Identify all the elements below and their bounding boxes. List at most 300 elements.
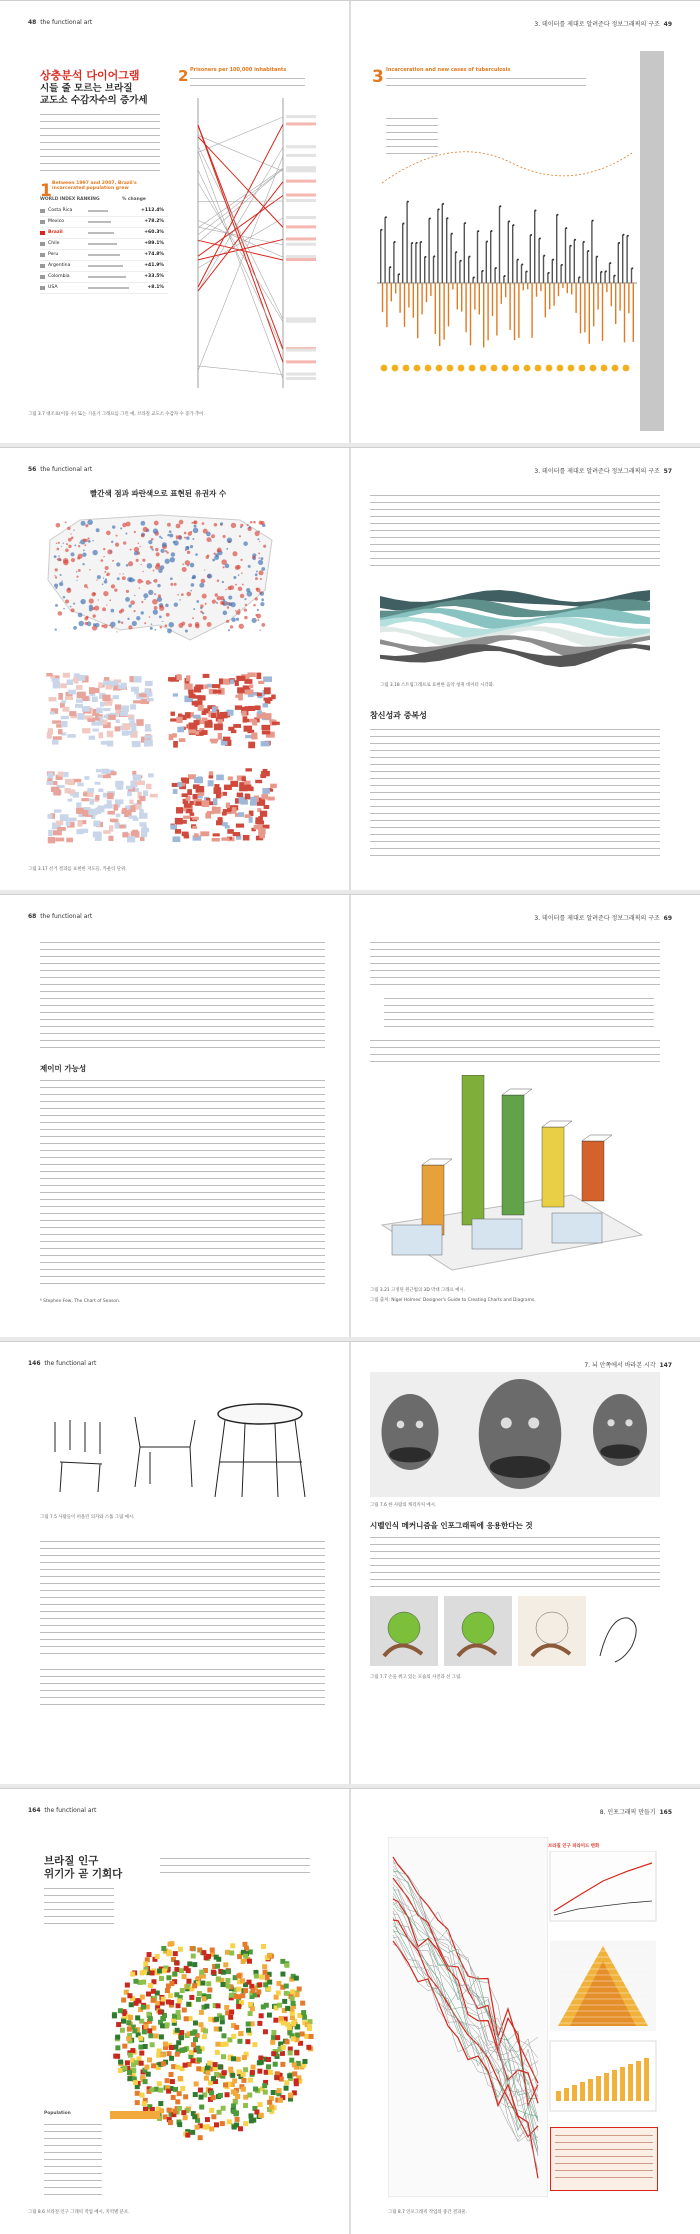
bar-up: [433, 256, 434, 283]
municipality: [238, 2031, 243, 2036]
voter-dot: [76, 571, 77, 572]
bar-dot: [464, 222, 466, 224]
page-number: 147: [659, 1362, 672, 1369]
county-cell: [194, 833, 199, 837]
municipality: [262, 2083, 267, 2088]
county-cell: [139, 813, 147, 819]
side-panel: [640, 51, 664, 431]
eye: [625, 1419, 632, 1426]
country-row: [40, 261, 168, 272]
voter-dot: [242, 584, 244, 586]
voter-dot: [252, 618, 257, 623]
bar-up: [380, 230, 381, 283]
bar-dot: [381, 229, 383, 231]
voter-dot: [206, 537, 211, 542]
3d-bar-illustration: [372, 1075, 652, 1275]
panel-number: 1: [40, 181, 52, 201]
bar-up: [604, 271, 605, 283]
voter-dot: [228, 595, 232, 599]
municipality: [177, 2106, 182, 2111]
county-cell: [184, 683, 192, 689]
running-title: 3. 데이터를 제대로 알려준다 정보그래픽의 구조: [534, 21, 660, 28]
county-cell: [261, 741, 270, 746]
county-cell: [98, 682, 103, 688]
county-cell: [196, 801, 202, 805]
municipality: [280, 1972, 285, 1977]
voter-dot: [247, 591, 253, 597]
county-cell: [68, 799, 73, 802]
bar-dot: [579, 276, 581, 278]
voter-dot: [96, 579, 97, 580]
voter-dot: [96, 528, 100, 532]
slope-label: [286, 349, 316, 352]
county-cell: [95, 795, 99, 800]
bar-dot: [411, 242, 413, 244]
municipality: [291, 2001, 296, 2006]
municipality: [228, 2067, 233, 2072]
country-list: [40, 206, 168, 294]
county-cell: [52, 678, 60, 682]
bar-down: [439, 283, 440, 346]
voter-dot: [71, 608, 75, 612]
bar-up: [587, 251, 588, 283]
municipality: [155, 2001, 160, 2006]
county-cell: [103, 715, 107, 718]
bar-up: [428, 219, 429, 283]
bar-up: [530, 235, 531, 283]
county-cell: [58, 772, 63, 777]
country-name: Brazil: [48, 230, 63, 235]
voter-dot: [244, 616, 247, 619]
county-cell: [145, 681, 153, 686]
county-cell: [244, 679, 252, 684]
county-cell: [264, 805, 270, 809]
body-text: [370, 1037, 660, 1065]
slope-label: [286, 373, 316, 376]
municipality: [142, 2101, 147, 2106]
voter-dot: [156, 552, 160, 556]
municipality: [151, 2063, 156, 2068]
voter-dot: [59, 582, 63, 586]
bar-up: [446, 218, 447, 283]
slope-label: [286, 258, 316, 261]
voter-dot: [248, 565, 251, 568]
municipality: [223, 2082, 228, 2087]
bar-dot: [508, 220, 510, 222]
voter-dot: [154, 521, 159, 526]
county-cell: [257, 693, 262, 697]
municipality: [288, 2030, 293, 2035]
bar-dot: [530, 234, 532, 236]
voter-dot: [173, 540, 178, 545]
county-cell: [116, 814, 121, 818]
municipality: [277, 2003, 282, 2008]
municipality: [294, 1976, 299, 1981]
body-text: [370, 939, 660, 989]
year-marker: [502, 365, 509, 372]
county-cell: [255, 821, 264, 825]
figure-caption: 그림 3.17 선거 결과를 표현한 지도들, 카운티 단위.: [28, 867, 127, 872]
bar: [580, 2082, 585, 2101]
figure-caption: 그림 8.6 브라질 인구 그래픽 작업 예시, 지역별 분포.: [28, 2210, 130, 2215]
municipality: [294, 2050, 299, 2055]
municipality: [195, 2125, 200, 2130]
voter-dot: [253, 604, 256, 607]
voter-dot: [109, 599, 111, 601]
municipality: [180, 1988, 185, 1993]
bar-up: [618, 243, 619, 283]
voter-dot: [128, 561, 133, 566]
bar-down: [430, 283, 431, 296]
voter-dot: [116, 631, 117, 632]
voter-dot: [61, 546, 62, 547]
voter-dot: [101, 559, 104, 562]
bar-down: [496, 283, 497, 336]
county-cell: [135, 781, 141, 785]
bar-3d-top: [422, 1159, 452, 1165]
voter-dot: [85, 622, 88, 625]
municipality: [284, 2086, 289, 2091]
voter-dot: [123, 573, 124, 574]
municipality: [261, 2004, 266, 2009]
slope-label: [286, 317, 316, 320]
stool-seat: [218, 1404, 302, 1424]
municipality: [143, 2107, 148, 2112]
bar-dot: [495, 267, 497, 269]
municipality: [196, 1997, 201, 2002]
municipality: [269, 2105, 274, 2110]
county-cell: [261, 794, 268, 799]
voter-dot: [182, 563, 184, 565]
voter-dot: [157, 584, 160, 587]
flag-icon: [40, 209, 45, 213]
bar-down: [386, 283, 387, 327]
voter-dot: [244, 598, 246, 600]
county-cell: [133, 700, 141, 703]
county-cell: [241, 711, 246, 716]
voter-dot: [93, 592, 96, 595]
bar-up: [596, 257, 597, 283]
bar-down: [465, 283, 466, 332]
bar-down: [483, 283, 484, 347]
county-cell: [218, 719, 223, 724]
municipality: [216, 2003, 221, 2008]
municipality: [138, 2045, 143, 2050]
voter-dot: [65, 521, 67, 523]
voter-dot: [207, 574, 212, 579]
bar-down: [527, 283, 528, 289]
voter-dot: [223, 599, 225, 601]
bar-dot: [455, 251, 457, 253]
voter-dot: [141, 601, 143, 603]
municipality: [247, 1980, 252, 1985]
voter-dot: [141, 534, 145, 538]
voter-dot: [116, 535, 118, 537]
county-cell: [103, 708, 110, 711]
list-header-right: % change: [122, 197, 146, 202]
county-cell: [109, 825, 113, 831]
municipality: [131, 2062, 136, 2067]
municipality: [184, 2016, 189, 2021]
bar-dot: [416, 242, 418, 244]
spread-5: [0, 1788, 700, 2234]
book-gutter: [349, 448, 351, 890]
population-charts: [548, 1851, 658, 2121]
county-cell: [48, 830, 53, 836]
voter-dot: [193, 521, 196, 524]
municipality: [261, 1944, 266, 1949]
change-value: +60.3%: [144, 230, 164, 235]
bar-up: [521, 265, 522, 283]
municipality: [214, 2017, 219, 2022]
county-cell: [76, 802, 81, 807]
bar-dot: [557, 214, 559, 216]
voter-dot: [240, 524, 243, 527]
voter-dot: [65, 599, 69, 603]
county-cell: [63, 673, 70, 678]
voter-dot: [256, 588, 260, 592]
page-number: 56: [28, 466, 37, 473]
municipality: [240, 1978, 245, 1983]
bar-up: [512, 225, 513, 283]
bar-down: [540, 283, 541, 291]
voter-dot: [154, 579, 158, 583]
bar-3d: [422, 1165, 444, 1235]
municipality: [266, 2057, 271, 2062]
municipality: [231, 2034, 236, 2039]
voter-dot: [179, 520, 184, 525]
voter-dot: [188, 623, 192, 627]
municipality: [150, 1970, 155, 1975]
voter-dot: [261, 598, 264, 601]
bar-up: [450, 234, 451, 283]
municipality: [122, 2066, 127, 2071]
county-cell: [46, 673, 52, 676]
county-cell: [207, 684, 212, 688]
voter-dot: [199, 583, 204, 588]
municipality: [179, 1968, 184, 1973]
municipality: [271, 2090, 276, 2095]
diverging-bar-chart: [372, 93, 642, 403]
municipality: [161, 1997, 166, 2002]
voter-dot: [185, 630, 188, 633]
municipality: [194, 2081, 199, 2086]
page-number: 69: [663, 915, 672, 922]
bar-up: [613, 276, 614, 283]
county-cell: [175, 829, 181, 834]
voter-dot: [117, 577, 120, 580]
municipality: [282, 1999, 287, 2004]
voter-dot: [85, 524, 88, 527]
voter-dot: [141, 611, 144, 614]
municipality: [248, 2011, 253, 2016]
municipality: [271, 2030, 276, 2035]
slope-line: [198, 169, 283, 243]
change-bar: [88, 221, 111, 223]
municipality: [183, 2063, 188, 2068]
voter-dot: [84, 544, 86, 546]
county-cell: [136, 719, 143, 726]
county-cell: [177, 782, 182, 787]
municipality: [267, 2013, 272, 2018]
municipality: [227, 2119, 232, 2124]
voter-dot: [126, 564, 129, 567]
voter-dot: [236, 618, 239, 621]
voter-dot: [260, 557, 263, 560]
voter-dot: [154, 593, 156, 595]
municipality: [141, 2005, 146, 2010]
municipality: [204, 2076, 209, 2081]
municipality: [243, 1954, 248, 1959]
municipality: [290, 2011, 295, 2016]
spread-2: [0, 447, 700, 890]
country-row: [40, 250, 168, 261]
county-cell: [119, 825, 124, 829]
voter-dot: [55, 587, 57, 589]
county-cell: [251, 732, 257, 739]
municipality: [215, 2042, 220, 2047]
county-cell: [182, 778, 189, 784]
county-cell: [242, 776, 246, 781]
bar-dot: [623, 234, 625, 236]
slope-label: [286, 377, 316, 380]
municipality: [146, 2072, 151, 2077]
voter-dot: [160, 565, 165, 570]
slope-label: [286, 115, 316, 118]
municipality: [231, 2056, 236, 2061]
voter-dot: [105, 566, 109, 570]
municipality: [130, 1972, 135, 1977]
county-cell: [214, 784, 219, 789]
bar: [628, 2064, 633, 2101]
bar-down: [417, 283, 418, 338]
bar-up: [600, 272, 601, 283]
year-marker: [590, 365, 597, 372]
year-marker: [601, 365, 608, 372]
municipality: [309, 2034, 314, 2039]
county-cell: [115, 704, 121, 709]
voter-dot: [104, 580, 108, 584]
municipality: [176, 2003, 181, 2008]
municipality: [165, 2078, 170, 2083]
municipality: [258, 2102, 263, 2107]
municipality: [144, 2065, 149, 2070]
county-cell: [122, 832, 128, 837]
country-name: Mexico: [48, 219, 65, 224]
county-cell: [236, 676, 245, 681]
bar-down: [593, 283, 594, 326]
county-cell: [240, 800, 247, 805]
county-cell: [68, 789, 75, 794]
change-bar: [88, 287, 129, 289]
voter-dot: [129, 577, 134, 582]
voter-dot: [258, 560, 263, 565]
country-name: Chile: [48, 241, 60, 246]
voter-dot: [186, 546, 189, 549]
voter-dot: [104, 571, 106, 573]
year-marker: [425, 365, 432, 372]
municipality: [167, 2108, 172, 2113]
municipality: [232, 2078, 237, 2083]
county-cell: [132, 741, 141, 747]
county-cell: [135, 804, 140, 809]
municipality: [121, 2019, 126, 2024]
county-cell: [175, 818, 183, 824]
bar-dot: [385, 216, 387, 218]
county-cell: [95, 782, 101, 785]
bar-3d: [462, 1075, 484, 1225]
municipality: [171, 2095, 176, 2100]
bar-3d-top: [542, 1121, 572, 1127]
voter-dot: [63, 543, 64, 544]
voter-dot: [151, 538, 154, 541]
county-cell: [148, 773, 154, 777]
county-cell: [68, 690, 76, 695]
voter-dot: [230, 625, 233, 628]
voter-dot: [187, 565, 189, 567]
municipality: [190, 2058, 195, 2063]
bar-up: [609, 263, 610, 283]
voter-dot: [235, 610, 236, 611]
chair-sketch: [135, 1417, 195, 1487]
voter-dot: [166, 613, 170, 617]
change-value: +41.9%: [144, 263, 164, 268]
voter-dot: [112, 525, 115, 528]
municipality: [135, 2091, 140, 2096]
county-cell: [182, 832, 189, 837]
county-cell: [221, 837, 229, 840]
voter-dot: [236, 565, 240, 569]
bar-down: [457, 283, 458, 309]
bar-up: [486, 241, 487, 283]
municipality: [273, 2018, 278, 2023]
county-cell: [50, 711, 55, 714]
county-cell: [263, 703, 269, 707]
voter-dot: [236, 610, 241, 615]
county-cell: [245, 814, 251, 818]
voter-dot: [74, 544, 76, 546]
bar-dot: [614, 275, 616, 277]
voter-dot: [167, 523, 171, 527]
voter-dot: [178, 623, 183, 628]
voter-dot: [111, 609, 115, 613]
bar-down: [549, 283, 550, 309]
voter-dot: [141, 521, 146, 526]
bar-up: [481, 271, 482, 283]
bar-down: [395, 283, 396, 293]
bar-dot: [407, 201, 409, 203]
bar-dot: [548, 272, 550, 274]
county-cell: [237, 687, 246, 693]
flag-icon: [40, 242, 45, 246]
municipality: [146, 1992, 151, 1997]
voter-dot: [259, 591, 262, 594]
bar-down: [589, 283, 590, 344]
voter-dot: [102, 583, 104, 585]
county-cell: [248, 742, 255, 749]
municipality: [169, 2000, 174, 2005]
voter-dot: [144, 622, 146, 624]
voter-dot: [243, 541, 248, 546]
municipality: [211, 2114, 216, 2119]
chair-sketches: [40, 1392, 320, 1502]
voter-dot: [149, 616, 151, 618]
county-cell: [53, 682, 60, 689]
municipality: [291, 2036, 296, 2041]
panel-title: Prisoners per 100,000 inhabitants: [190, 67, 287, 73]
county-cell: [223, 809, 231, 812]
year-marker: [414, 365, 421, 372]
